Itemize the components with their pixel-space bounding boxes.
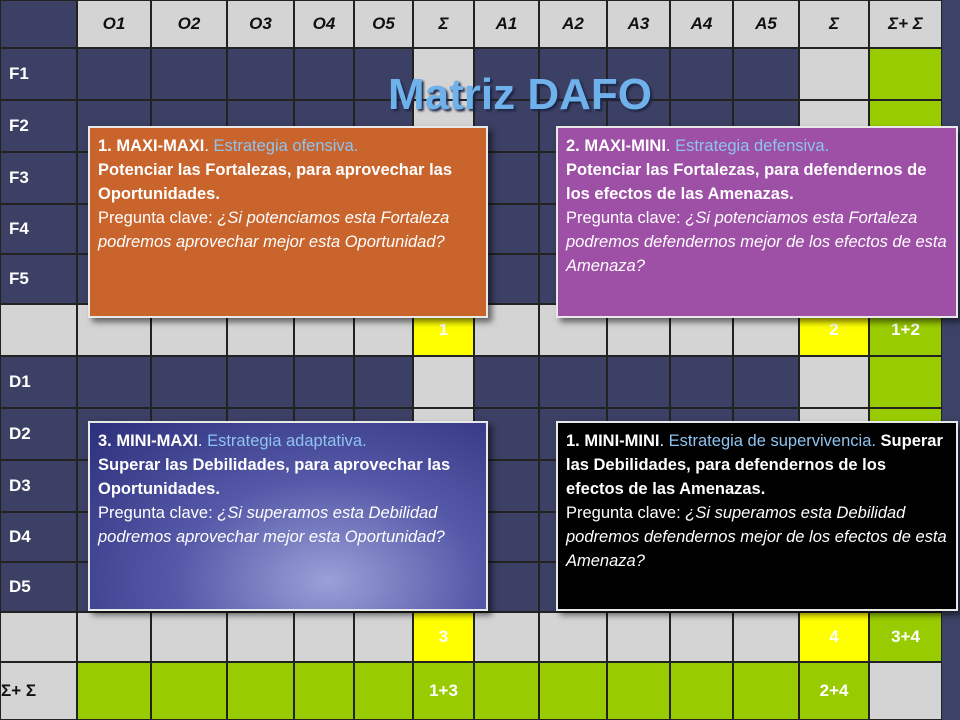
total-cell: 1+2 <box>869 304 942 356</box>
column-header: Σ <box>799 0 869 48</box>
matrix-cell <box>227 48 294 100</box>
matrix-cell <box>539 356 607 408</box>
row-label-fortaleza: F1 <box>0 48 77 100</box>
matrix-cell <box>733 48 799 100</box>
column-header: A1 <box>474 0 539 48</box>
sum-row-cell <box>294 612 354 662</box>
strategy-head: 1. MINI-MINI <box>566 432 660 450</box>
sum-row-label <box>0 612 77 662</box>
row-label-fortaleza: F4 <box>0 204 77 254</box>
matrix-cell <box>77 356 151 408</box>
column-header: Σ+ Σ <box>869 0 942 48</box>
total-row-cell <box>539 662 607 720</box>
sum-row-cell <box>607 612 670 662</box>
total-cell: 1+3 <box>413 662 474 720</box>
total-row-cell <box>869 662 942 720</box>
matrix-cell <box>474 356 539 408</box>
sum-row-cell <box>474 612 539 662</box>
total-row-cell <box>474 662 539 720</box>
total-row-label: Σ+ Σ <box>0 662 77 720</box>
sum-cell: 3 <box>413 612 474 662</box>
strategy-head: 1. MAXI-MAXI <box>98 137 205 155</box>
matrix-cell <box>607 356 670 408</box>
total-row-cell <box>670 662 733 720</box>
question-label: Pregunta clave: <box>566 504 686 522</box>
column-header: O1 <box>77 0 151 48</box>
total-cell: 3+4 <box>869 612 942 662</box>
strategy-type: Estrategia adaptativa. <box>207 432 367 450</box>
column-header: Σ <box>413 0 474 48</box>
row-label-debilidad: D5 <box>0 562 77 612</box>
total-cell: 2+4 <box>799 662 869 720</box>
total-row-cell <box>151 662 227 720</box>
matrix-cell <box>227 356 294 408</box>
matrix-cell <box>294 356 354 408</box>
matrix-cell <box>354 356 413 408</box>
strategy-box-maxi-mini <box>556 126 958 318</box>
strategy-box-maxi-maxi <box>88 126 488 318</box>
key-question: ¿Si superamos esta Debilidad podremos aprovechar mejor esta Oportunidad? <box>98 504 445 546</box>
matrix-cell <box>869 356 942 408</box>
matrix-cell <box>869 48 942 100</box>
strategy-type: Estrategia de supervivencia. <box>668 432 876 450</box>
column-header: A5 <box>733 0 799 48</box>
strategy-sep: . <box>659 432 669 450</box>
sum-row-cell <box>354 612 413 662</box>
key-question: ¿Si potenciamos esta Fortaleza podremos defendernos mejor de los efectos de esta Amenaza? <box>566 209 947 275</box>
matrix-cell <box>151 356 227 408</box>
column-header: O5 <box>354 0 413 48</box>
matrix-cell <box>77 48 151 100</box>
strategy-head: 2. MAXI-MINI <box>566 137 666 155</box>
row-label-fortaleza: F2 <box>0 100 77 152</box>
key-question: ¿Si superamos esta Debilidad podremos defendernos mejor de los efectos de esta Amenaza? <box>566 504 947 570</box>
corner-cell <box>0 0 77 48</box>
strategy-type: Estrategia defensiva. <box>675 137 830 155</box>
sum-cell: 1 <box>413 304 474 356</box>
sum-row-cell <box>539 612 607 662</box>
question-label: Pregunta clave: <box>98 504 218 522</box>
row-label-fortaleza: F3 <box>0 152 77 204</box>
sum-row-cell <box>670 612 733 662</box>
matrix-cell <box>799 356 869 408</box>
total-row-cell <box>733 662 799 720</box>
matrix-cell <box>670 356 733 408</box>
sum-row-cell <box>77 612 151 662</box>
sum-row-cell <box>151 612 227 662</box>
sum-row-cell <box>227 612 294 662</box>
total-row-cell <box>77 662 151 720</box>
total-row-cell <box>354 662 413 720</box>
strategy-box-mini-mini <box>556 421 958 611</box>
row-label-fortaleza: F5 <box>0 254 77 304</box>
row-label-debilidad: D2 <box>0 408 77 460</box>
question-label: Pregunta clave: <box>566 209 686 227</box>
sum-row-cell <box>733 612 799 662</box>
strategy-sep: . <box>204 137 214 155</box>
strategy-head: 3. MINI-MAXI <box>98 432 198 450</box>
matrix-cell <box>799 48 869 100</box>
strategy-box-mini-maxi <box>88 421 488 611</box>
matrix-cell <box>151 48 227 100</box>
row-label-debilidad: D4 <box>0 512 77 562</box>
strategy-goal: Potenciar las Fortalezas, para defendernos de los efectos de las Amenazas. <box>566 161 927 203</box>
strategy-sep: . <box>197 432 208 450</box>
total-row-cell <box>227 662 294 720</box>
strategy-goal: Superar las Debilidades, para aprovechar las Oportunidades. <box>98 456 451 498</box>
strategy-goal: Potenciar las Fortalezas, para aprovechar las Oportunidades. <box>98 161 453 203</box>
sum-cell: 4 <box>799 612 869 662</box>
column-header: O2 <box>151 0 227 48</box>
matrix-cell <box>733 356 799 408</box>
matrix-cell <box>294 48 354 100</box>
question-label: Pregunta clave: <box>98 209 218 227</box>
row-label-debilidad: D1 <box>0 356 77 408</box>
column-header: A2 <box>539 0 607 48</box>
column-header: A3 <box>607 0 670 48</box>
sum-cell: 2 <box>799 304 869 356</box>
matrix-cell <box>670 48 733 100</box>
key-question: ¿Si potenciamos esta Fortaleza podremos aprovechar mejor esta Oportunidad? <box>98 209 450 251</box>
strategy-type: Estrategia ofensiva. <box>213 137 359 155</box>
column-header: A4 <box>670 0 733 48</box>
sum-row-label <box>0 304 77 356</box>
row-label-debilidad: D3 <box>0 460 77 512</box>
column-header: O4 <box>294 0 354 48</box>
total-row-cell <box>607 662 670 720</box>
page-title: Matriz DAFO <box>388 70 652 119</box>
strategy-goal: Superar las Debilidades, para defendernos de los efectos de las Amenazas. <box>566 432 943 498</box>
total-row-cell <box>294 662 354 720</box>
column-header: O3 <box>227 0 294 48</box>
matrix-cell <box>413 356 474 408</box>
strategy-sep: . <box>665 137 676 155</box>
